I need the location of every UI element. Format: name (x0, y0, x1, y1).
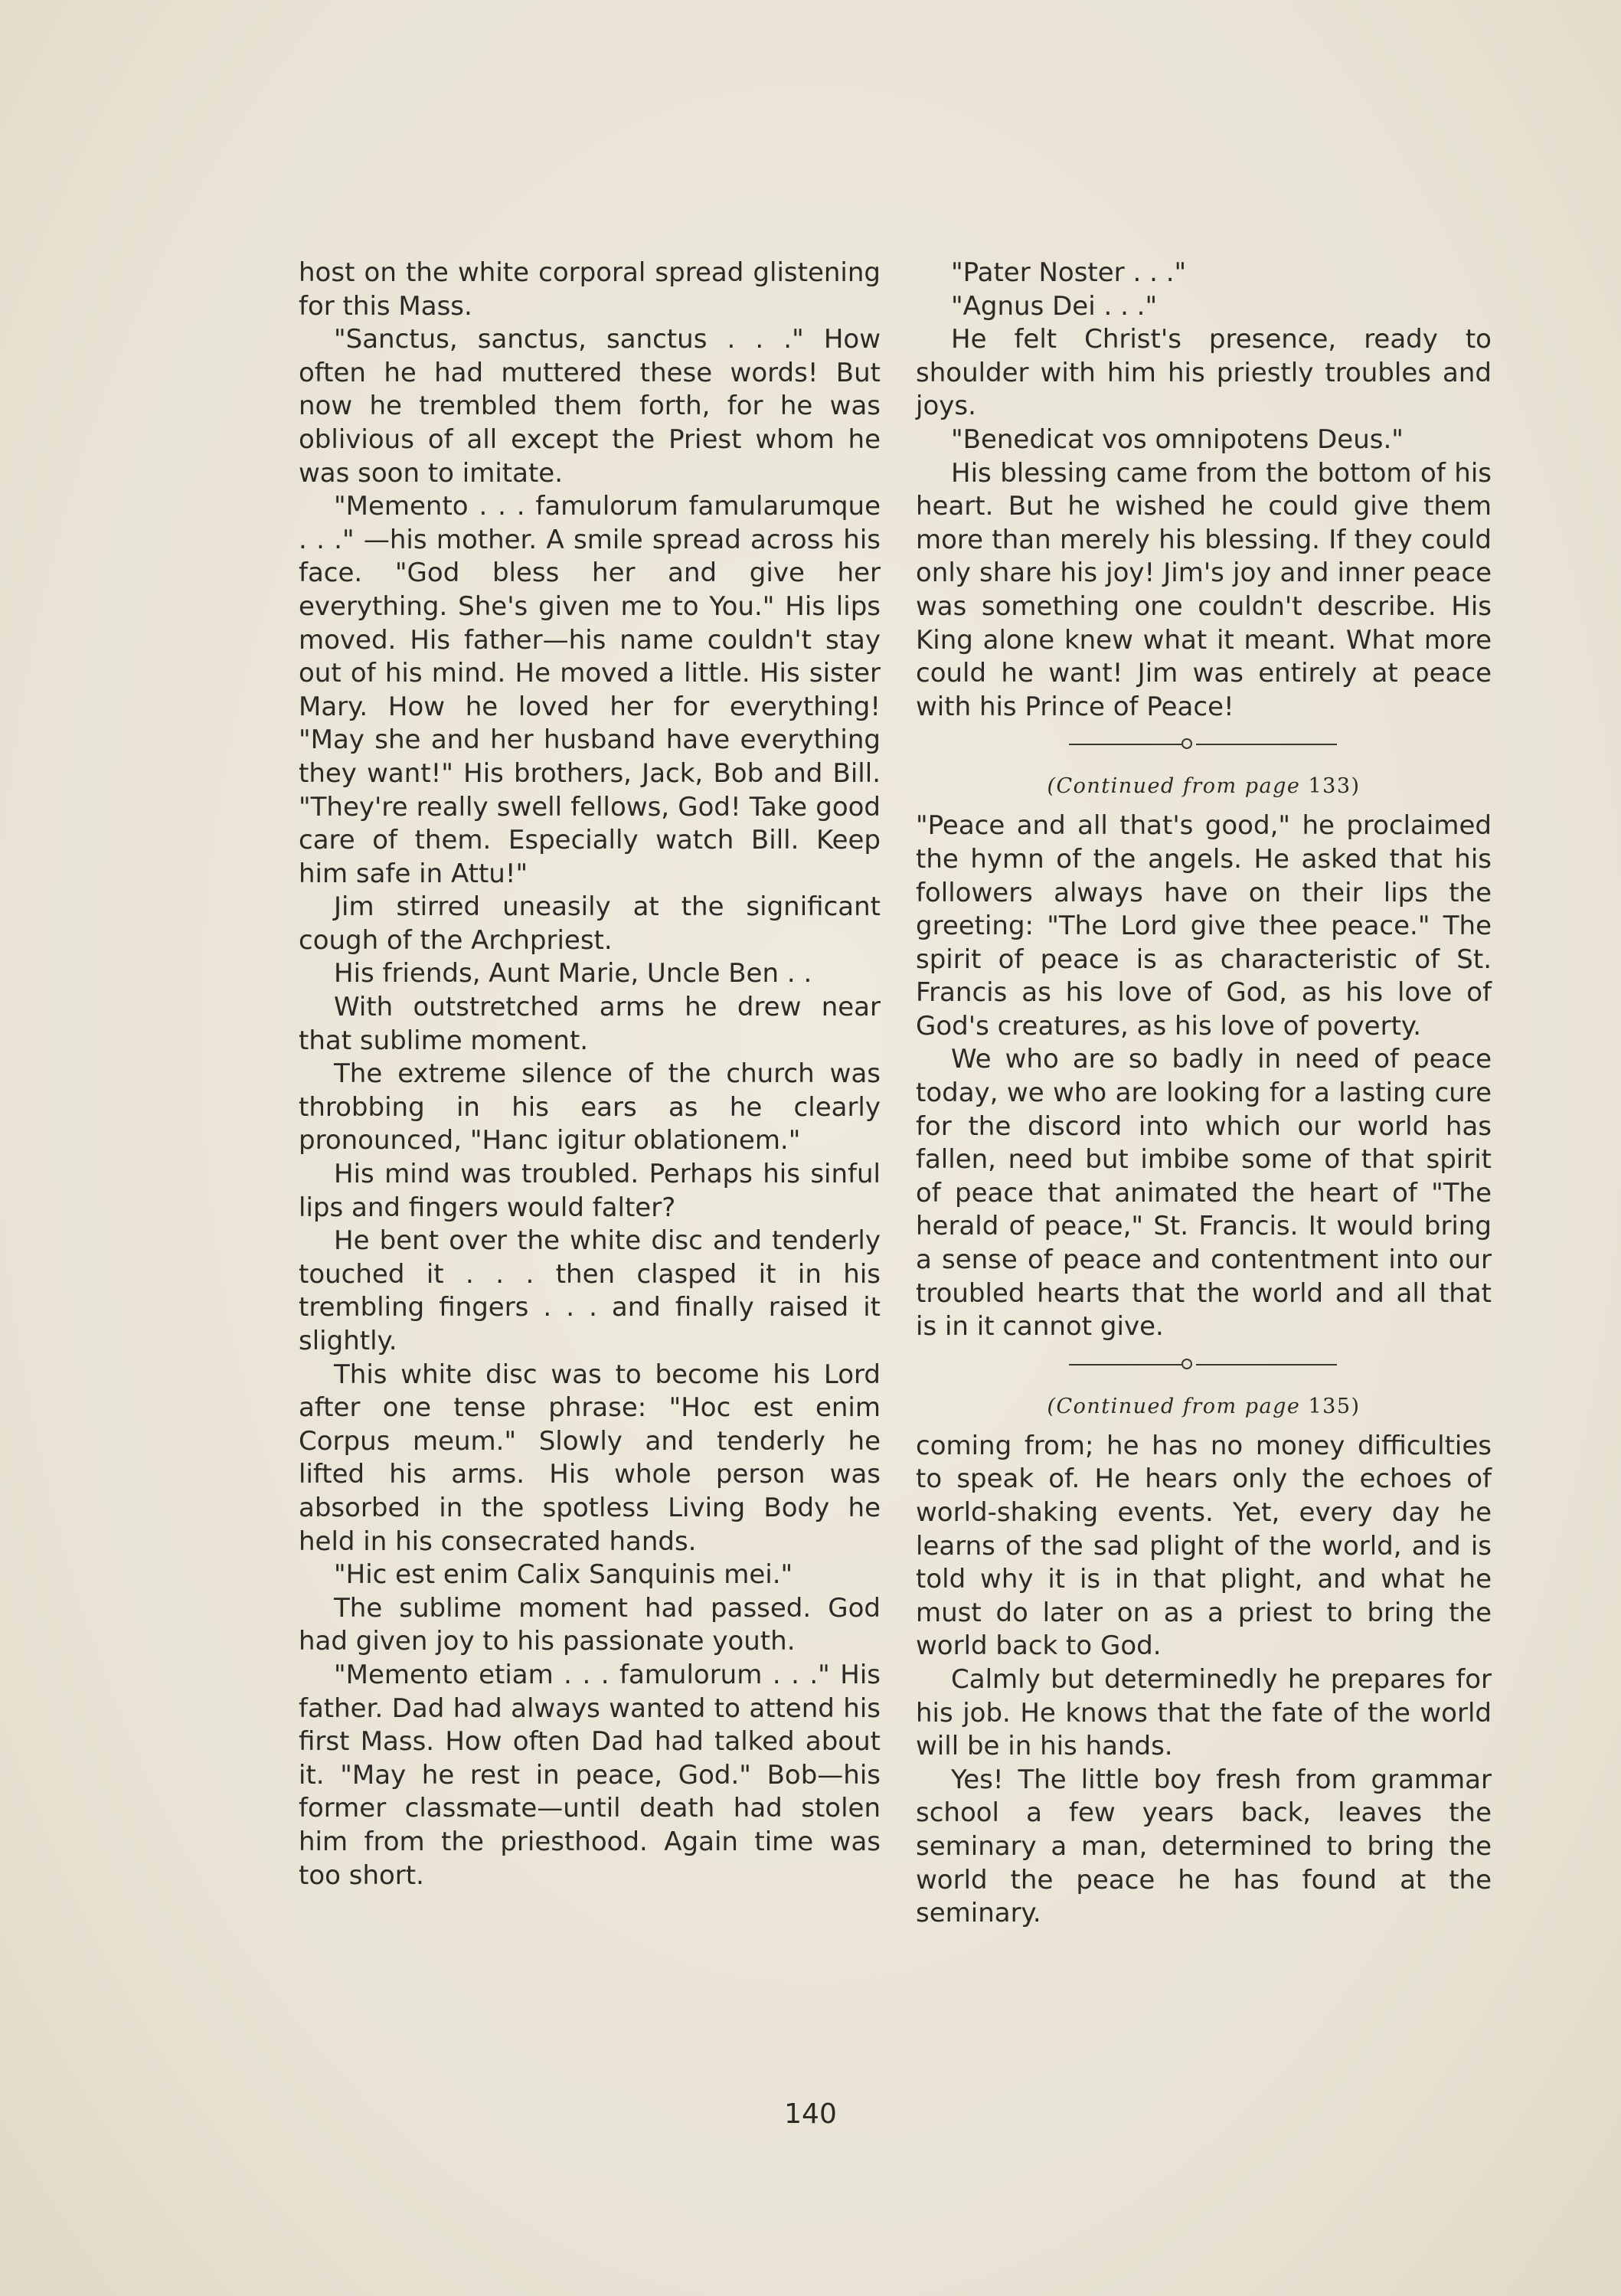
right-column (916, 257, 1492, 1931)
paragraph: "Benedicat vos omnipotens Deus." (951, 424, 1404, 455)
continued-note (916, 771, 1492, 802)
paragraph: "Pater Noster . . ." (951, 257, 1187, 288)
divider-circle (1181, 1359, 1192, 1369)
paragraph: His mind was troubled. Perhaps his sinful lips and fingers would falter? (299, 1159, 881, 1223)
paragraph: We who are so badly in need of peace today, we who are looking for a lasting cure for the discord into which our world has fallen, need but imbibe some of that spirit of peace that animated the heart of "The herald of peace," St. Francis. It would bring a sense of peace and contentment into our troubled hearts that the world and all that is in it cannot give. (916, 1044, 1492, 1343)
divider-circle (1181, 738, 1192, 749)
paragraph: "Memento . . . famulorum famularumque . . ." —his mother. A smile spread across his face. "God bless her and give her everything. She's given me to You." His lips moved. His father—his name couldn't stay out of his mind. He moved a little. His sister Mary. How he loved her for everything! "May she and her husband have everything they want!" His brothers, Jack, Bob and Bill. "They're really swell fellows, God! Take good care of them. Especially watch Bill. Keep him safe in Attu!" (299, 491, 881, 889)
paragraph: "Sanctus, sanctus, sanctus . . ." How often he had muttered these words! But now he trembled them forth, for he was oblivious of all except the Priest whom he was soon to imitate. (299, 324, 881, 489)
paragraph: The sublime moment had passed. God had given joy to his passionate youth. (299, 1592, 881, 1657)
paragraph: Jim stirred uneasily at the significant cough of the Archpriest. (299, 891, 881, 956)
paragraph: Yes! The little boy fresh from grammar school a few years back, leaves the seminary a man, determined to bring the world the peace he has found at the seminary. (916, 1764, 1492, 1929)
divider-line (1196, 1364, 1337, 1365)
divider-line (1069, 1364, 1182, 1365)
paragraph: "Memento etiam . . . famulorum . . ." His father. Dad had always wanted to attend his first Mass. How often Dad had talked about it. "May he rest in peace, God." Bob—his former classmate—until death had stolen him from the priesthood. Again time was too short. (299, 1659, 881, 1891)
divider-line (1069, 744, 1182, 745)
paragraph: This white disc was to become his Lord after one tense phrase: "Hoc est enim Corpus meum." Slowly and tenderly he lifted his arms. His whole person was absorbed in the spotless Living Body he held in his consecrated hands. (299, 1359, 881, 1557)
continued-note (916, 1392, 1492, 1422)
paragraph: host on the white corporal spread glistening for this Mass. (299, 257, 881, 322)
section-divider (916, 724, 1492, 764)
page-number: 140 (784, 2098, 837, 2130)
paragraph: He bent over the white disc and tenderly touched it . . . then clasped it in his trembling fingers . . . and finally raised it slightly. (299, 1225, 881, 1356)
paragraph: "Agnus Dei . . ." (951, 290, 1158, 322)
paragraph: He felt Christ's presence, ready to shoulder with him his priestly troubles and joys. (916, 324, 1492, 422)
divider-line (1196, 744, 1337, 745)
continued-page: 133) (1308, 774, 1361, 799)
paragraph: His blessing came from the bottom of his heart. But he wished he could give them more than merely his blessing. If they could only share his joy! Jim's joy and inner peace was something one couldn't describe. His King alone knew what it meant. What more could he want! Jim was entirely at peace with his Prince of Peace! (916, 457, 1492, 722)
paragraph: His friends, Aunt Marie, Uncle Ben . . (334, 958, 812, 989)
paragraph: With outstretched arms he drew near that sublime moment. (299, 992, 881, 1056)
left-column (299, 257, 881, 1892)
continued-label: (Continued from page (1047, 774, 1301, 799)
paragraph: The extreme silence of the church was throbbing in his ears as he clearly pronounced, "Hanc igitur oblationem." (299, 1058, 881, 1156)
continued-page: 135) (1308, 1394, 1361, 1418)
continued-label: (Continued from page (1047, 1394, 1301, 1418)
paragraph: "Hic est enim Calix Sanquinis mei." (334, 1559, 793, 1591)
bleed-through-text (306, 153, 312, 179)
section-divider (916, 1344, 1492, 1384)
paragraph: "Peace and all that's good," he proclaimed the hymn of the angels. He asked that his followers always have on their lips the greeting: "The Lord give thee peace." The spirit of peace is as characteristic of St. Francis as his love of God, as his love of God's creatures, as his love of poverty. (916, 810, 1492, 1042)
paragraph: coming from; he has no money difficulties to speak of. He hears only the echoes of world-shaking events. Yet, every day he learns of the sad plight of the world, and is told why it is in that plight, and what he must do later on as a priest to bring the world back to God. (916, 1430, 1492, 1662)
paragraph: Calmly but determinedly he prepares for his job. He knows that the fate of the world will be in his hands. (916, 1663, 1492, 1762)
